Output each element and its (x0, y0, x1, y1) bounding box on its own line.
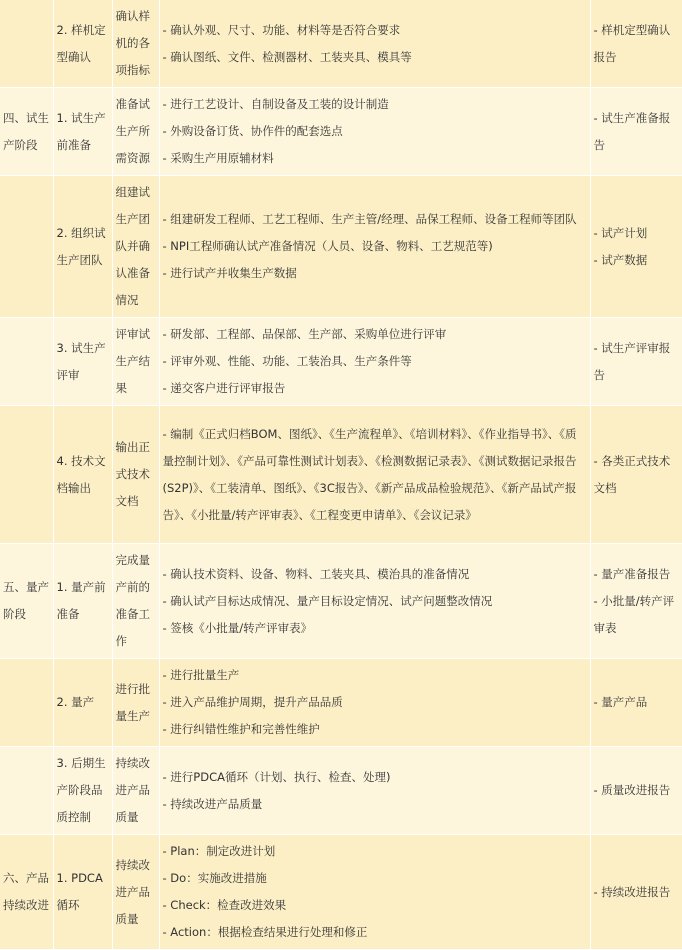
table-row (0, 0, 682, 88)
content-cell (159, 835, 590, 950)
table-row (0, 835, 682, 950)
step-cell: 2. 量产 (53, 659, 112, 747)
content-line: - Action：根据检查结果进行处理和修正 (162, 925, 368, 939)
task-cell: 准备试生产所需资源 (112, 88, 159, 176)
content-line: - 签核《小批量/转产评审表》 (162, 620, 313, 635)
table-row (0, 176, 682, 318)
task-cell: 持续改进产品质量 (112, 835, 159, 950)
stage-cell: 四、试生产阶段 (0, 88, 53, 176)
content-line: - 编制《正式归档BOM、图纸》、《生产流程单》、《培训材料》、《作业指导书》、《质量控制计划》、《产品可靠性测试计划表》、《检测数据记录表》、《测试数据记录报告(S2P)》、《工装清单、图纸》、《3C报告》、《新产品成品检验规范》、《新产品试产报告》、《小批量/转产评审表》、《工程变更申请单》、《会议记录》 (162, 426, 577, 522)
output-cell: - 试生产准备报告 (590, 88, 682, 176)
output-cell: - 量产准备报告 - 小批量/转产评审表 (590, 544, 682, 659)
table-row (0, 747, 682, 835)
content-line: - 确认外观、尺寸、功能、材料等是否符合要求 (162, 22, 401, 37)
table-row (0, 659, 682, 747)
task-cell: 组建试生产团队并确认准备情况 (112, 176, 159, 318)
content-line: - 递交客户进行评审报告 (162, 381, 286, 395)
output-cell: - 各类正式技术文档 (590, 406, 682, 544)
content-line: - 进行工艺设计、自制设备及工装的设计制造 (162, 97, 389, 111)
content-cell (159, 406, 590, 544)
stage-cell (0, 406, 53, 544)
content-line: - 进行批量生产 (162, 668, 240, 682)
stage-cell (0, 747, 53, 835)
step-cell: 1. PDCA循环 (53, 835, 112, 950)
stage-cell (0, 659, 53, 747)
output-cell: - 试生产评审报告 (590, 318, 682, 406)
output-cell: - 样机定型确认报告 (590, 0, 682, 88)
step-cell: 2. 组织试生产团队 (53, 176, 112, 318)
content-line: - Plan：制定改进计划 (162, 844, 276, 858)
task-cell: 进行批量生产 (112, 659, 159, 747)
step-cell: 1. 试生产前准备 (53, 88, 112, 176)
step-cell: 3. 试生产评审 (53, 318, 112, 406)
step-cell: 2. 样机定型确认 (53, 0, 112, 88)
content-cell (159, 318, 590, 406)
content-line: - 进入产品维护周期，提升产品品质 (162, 695, 343, 709)
table-row (0, 406, 682, 544)
task-cell: 完成量产前的准备工作 (112, 544, 159, 659)
task-cell: 输出正式技术文档 (112, 406, 159, 544)
stage-cell: 五、量产阶段 (0, 544, 53, 659)
step-cell: 1. 量产前准备 (53, 544, 112, 659)
table-row (0, 318, 682, 406)
content-cell (159, 176, 590, 318)
content-line: - 确认图纸、文件、检测器材、工装夹具、模具等 (162, 49, 412, 64)
stage-cell (0, 0, 53, 88)
task-cell: 确认样机的各项指标 (112, 0, 159, 88)
stage-cell (0, 318, 53, 406)
content-cell (159, 659, 590, 747)
content-line: - 进行PDCA循环（计划、执行、检查、处理) (162, 769, 391, 784)
content-line: - 外购设备订货、协作件的配套选点 (162, 124, 343, 138)
content-cell (159, 544, 590, 659)
content-line: - 采购生产用原辅材料 (162, 151, 274, 165)
content-cell (159, 0, 590, 88)
content-line: - 持续改进产品质量 (162, 796, 263, 811)
stage-cell (0, 176, 53, 318)
content-line: - Check：检查改进效果 (162, 898, 287, 912)
content-line: - 研发部、工程部、品保部、生产部、采购单位进行评审 (162, 327, 447, 341)
content-line: - 评审外观、性能、功能、工装治具、生产条件等 (162, 354, 412, 368)
output-cell: - 质量改进报告 (590, 747, 682, 835)
step-cell: 4. 技术文档输出 (53, 406, 112, 544)
content-line: - Do：实施改进措施 (162, 871, 267, 885)
task-cell: 评审试生产结果 (112, 318, 159, 406)
output-cell: - 试产计划 - 试产数据 (590, 176, 682, 318)
task-cell: 持续改进产品质量 (112, 747, 159, 835)
step-cell: 3. 后期生产阶段品质控制 (53, 747, 112, 835)
output-cell: - 持续改进报告 (590, 835, 682, 950)
content-line: - 确认技术资料、设备、物料、工装夹具、模治具的准备情况 (162, 566, 470, 581)
content-cell (159, 747, 590, 835)
content-line: - NPI工程师确认试产准备情况（人员、设备、物料、工艺规范等) (162, 239, 493, 253)
content-line: - 进行试产并收集生产数据 (162, 266, 297, 280)
output-cell: - 量产产品 (590, 659, 682, 747)
content-line: - 进行纠错性维护和完善性维护 (162, 722, 320, 736)
content-cell (159, 88, 590, 176)
table-row (0, 88, 682, 176)
content-line: - 组建研发工程师、工艺工程师、生产主管/经理、品保工程师、设备工程师等团队 (162, 212, 577, 226)
stage-cell: 六、产品持续改进 (0, 835, 53, 950)
content-line: - 确认试产目标达成情况、量产目标设定情况、试产问题整改情况 (162, 593, 493, 608)
table-row (0, 544, 682, 659)
